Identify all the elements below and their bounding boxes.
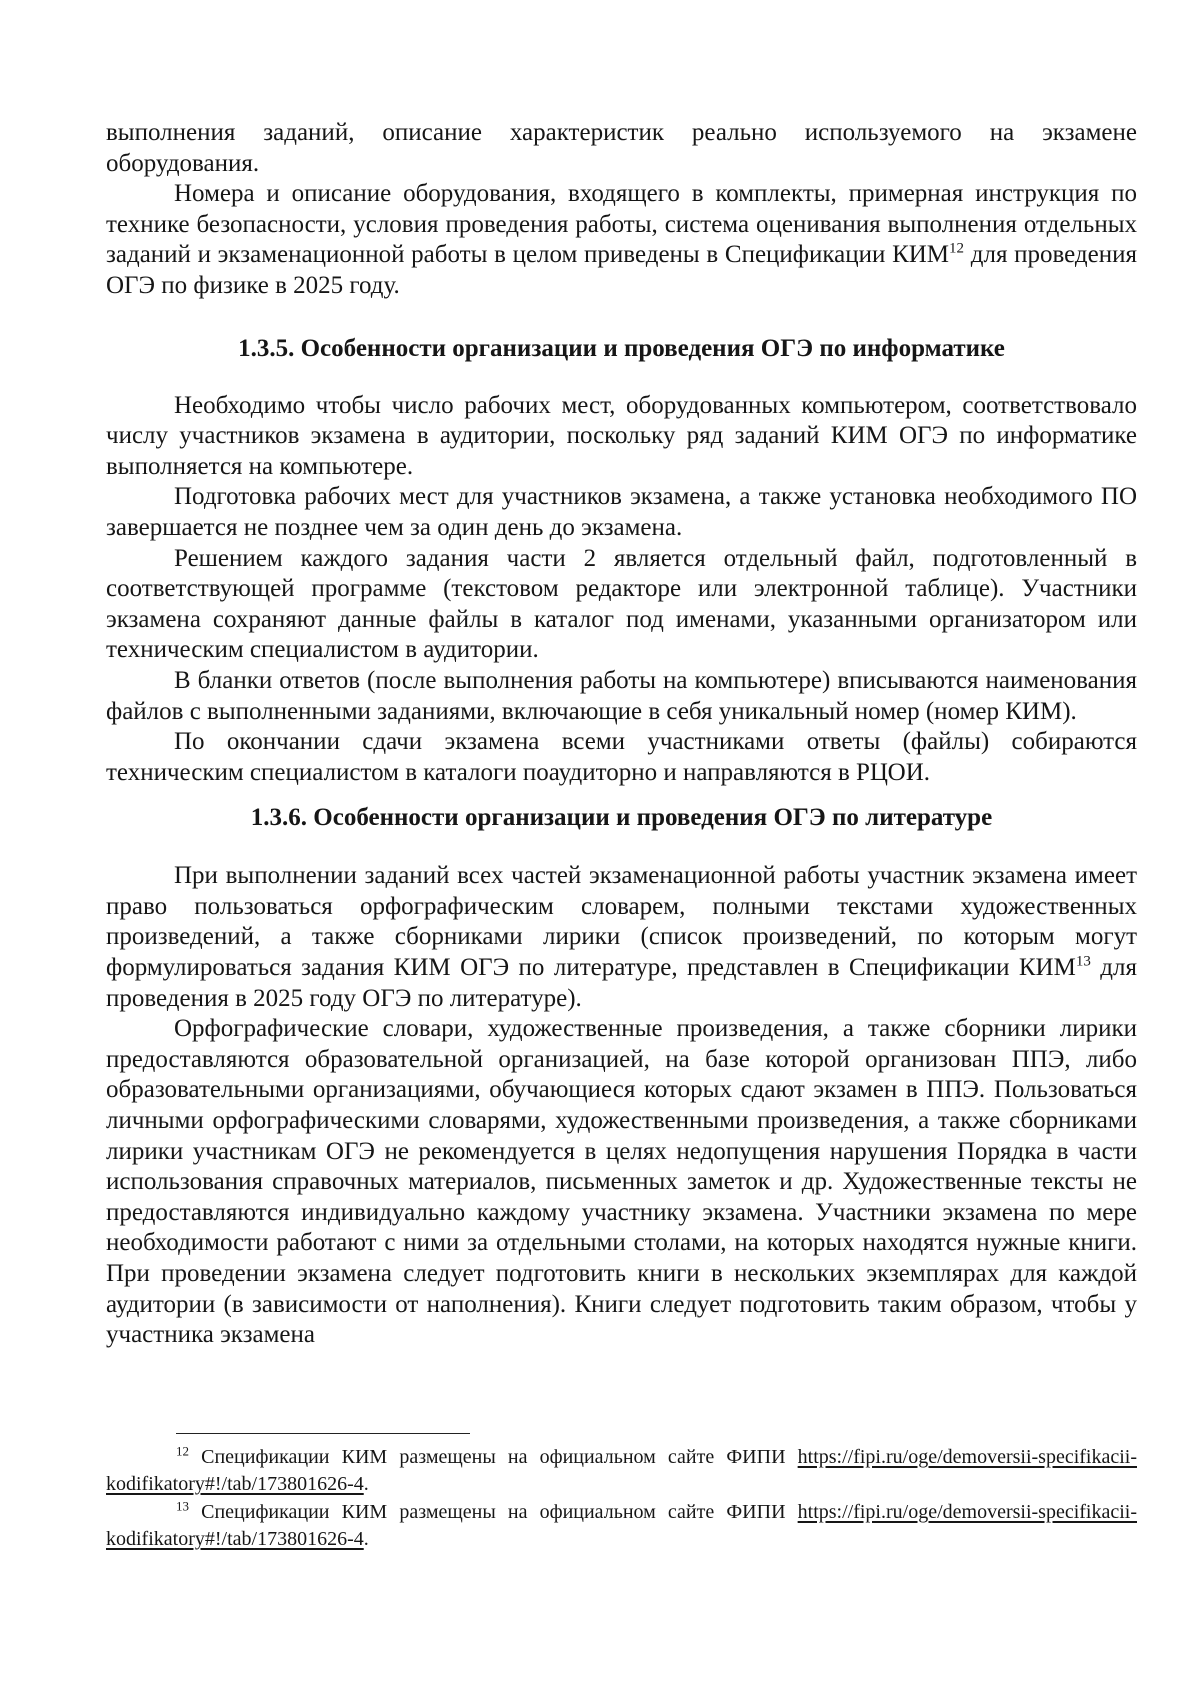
section-heading-informatics: 1.3.5. Особенности организации и проведения ОГЭ по информатике <box>238 334 1005 362</box>
footnote-end: . <box>363 1528 369 1550</box>
footnote-mark: 12 <box>176 1443 189 1459</box>
informatics-paragraph: В бланки ответов (после выполнения работы на компьютере) вписываются наименования файлов с выполненными заданиями, включающие в себя уникальный номер (номер КИМ). <box>106 666 1137 725</box>
footnote-end: . <box>363 1473 369 1495</box>
literature-paragraph-1 <box>106 861 1137 1014</box>
footnote-mark: 13 <box>176 1498 189 1514</box>
paragraph-physics-equipment <box>106 179 1137 301</box>
paragraph-physics-tail: для проведения ОГЭ по физике в 2025 году. <box>106 241 1138 299</box>
fipi-specification-link[interactable]: https://fipi.ru/oge/demoversii-specifikacii-kodifikatory#!/tab/173801626-4 <box>106 1501 1137 1550</box>
footnote-ref-12[interactable]: 12 <box>949 241 965 258</box>
footnote-13 <box>106 1499 1137 1553</box>
literature-paragraph-1-text: При выполнении заданий всех частей экзаменационной работы участник экзамена имеет право пользоваться орфографическим словарем, полными текстами художественных произведений, а также сборниками лирики (список произведений, по которым могут формулироваться задания КИМ ОГЭ по литературе, представлен в Спецификации КИМ <box>106 862 1137 982</box>
informatics-paragraph: Подготовка рабочих мест для участников экзамена, а также установка необходимого ПО завершается не позднее чем за один день до экзамена. <box>106 483 1137 541</box>
informatics-paragraph: Необходимо чтобы число рабочих мест, оборудованных компьютером, соответствовало числу участников экзамена в аудитории, поскольку ряд заданий КИМ ОГЭ по информатике выполняется на компьютере. <box>106 391 1137 480</box>
literature-paragraph-1-tail: для проведения в 2025 году ОГЭ по литературе). <box>106 954 1137 1012</box>
fipi-specification-link[interactable]: https://fipi.ru/oge/demoversii-specifikacii-kodifikatory#!/tab/173801626-4 <box>106 1446 1137 1495</box>
literature-paragraph-2: Орфографические словари, художественные произведения, а также сборники лирики предоставляются образовательной организацией, на базе которой организован ППЭ, либо образовательными организациями, обучающиеся которых сдают экзамен в ППЭ. Пользоваться личными орфографическими словарями, художественными произведения, а также сборниками лирики участникам ОГЭ не рекомендуется в целях недопущения нарушения Порядка в части использования справочных материалов, письменных заметок и др. Художественные тексты не предоставляются индивидуально каждому участнику экзамена. Участники экзамена по мере необходимости работают с ними за отдельными столами, на которых находятся нужные книги. При проведении экзамена следует подготовить книги в нескольких экземплярах для каждой аудитории (в зависимости от наполнения). Книги следует подготовить таким образом, чтобы у участника экзамена <box>106 1015 1137 1349</box>
footnote-text: Спецификации КИМ размещены на официальном сайте ФИПИ <box>201 1501 786 1523</box>
informatics-paragraph: Решением каждого задания части 2 является отдельный файл, подготовленный в соответствующей программе (текстовом редакторе или электронной таблице). Участники экзамена сохраняют данные файлы в каталог под именами, указанными организатором или техническим специалистом в аудитории. <box>106 544 1137 664</box>
informatics-paragraph: По окончании сдачи экзамена всеми участниками ответы (файлы) собираются техническим специалистом в каталоги поаудиторно и направляются в РЦОИ. <box>106 728 1137 786</box>
footnotes <box>106 1444 1137 1554</box>
paragraph-continuation: выполнения заданий, описание характеристик реально используемого на экзамене оборудования. <box>106 119 1137 177</box>
paragraph-physics-text: Номера и описание оборудования, входящего в комплекты, примерная инструкция по технике безопасности, условия проведения работы, система оценивания выполнения отдельных заданий и экзаменационной работы в целом приведены в Спецификации КИМ <box>106 180 1137 269</box>
document-page <box>106 118 1137 1351</box>
footnote-text: Спецификации КИМ размещены на официальном сайте ФИПИ <box>201 1446 786 1468</box>
footnote-ref-13[interactable]: 13 <box>1075 953 1091 970</box>
footnote-separator <box>176 1433 470 1434</box>
section-heading-literature: 1.3.6. Особенности организации и проведения ОГЭ по литературе <box>250 804 993 832</box>
footnote-12 <box>106 1444 1137 1498</box>
